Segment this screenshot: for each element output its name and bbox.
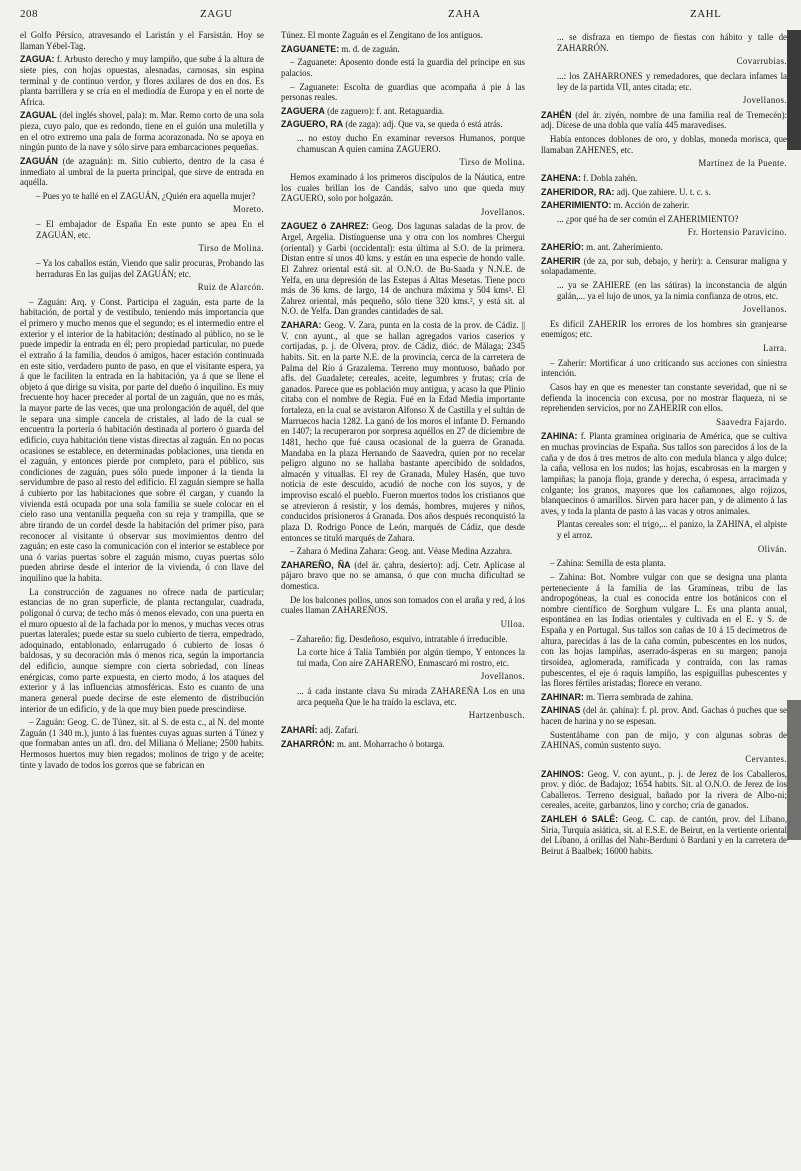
entry-definition: Geog. V. con ayunt., p. j. de Jerez de los Caballeros, prov. y dióc. de Badajoz; 1654 habits. Sit. al O.N.O. de Jerez de los Caballeros. Terreno desigual, bañado por la rivera de Albo-ni; cereales, aceite, garbanzos, lino y corcho; cría de ganados.: [541, 768, 787, 811]
dictionary-entry: [20, 54, 264, 107]
entry-headword: ZAHAREÑO, ÑA: [281, 559, 351, 570]
dictionary-entry: [541, 692, 787, 703]
entry-definition: (del ár. çahra, desierto): adj. Cetr. Aplícase al pájaro bravo que no se amansa, ó que con mucha dificultad se domestica.: [281, 559, 525, 591]
citation-author: Jovellanos.: [480, 671, 525, 682]
entry-paragraph: – Zahina: Bot. Nombre vulgar con que se designa una planta perteneciente á la familia de las Gramíneas, tribu de las andropogóneas, la cual es conocida entre los botánicos con el nombre científico de Sorghum vulgare L. Es una planta anual, espontánea en las Indias orientales y cultivada en el E. y S. de España y en Portugal. Sus tallos son cañas de 10 á 15 decímetros de altura, parecidas á las de la caña común, pubescentes en los nudos, con las hojas lampiñas, aserrado-ásperas en su margen; panoja tirsoidea, aglomerada, ramificada y contraída, con las ramas pubescentes, el eje ó raquis lampiño, las espiguillas pubescentes y las flores fértiles aristadas; florece en verano.: [541, 571, 787, 689]
citation-quote: – Pues yo te hallé en el ZAGUÁN, ¿Quién era aquella mujer?: [36, 190, 256, 201]
entry-headword: ZAHERÍO:: [541, 242, 584, 252]
entry-headword: ZAGUERA: [281, 105, 325, 116]
dictionary-entry: [541, 242, 787, 253]
entry-paragraph: – Zaherir: Mortificar á uno criticando sus acciones con siniestra intención.: [541, 357, 787, 379]
entry-definition: (de zaga): adj. Que va, se queda ó está atrás.: [345, 119, 503, 130]
entry-headword: ZAHENA:: [541, 172, 581, 183]
entry-paragraph: Hemos examinado á los primeros discípulos de la Náutica, entre los cuales brillan los de Candás, salvo uno que queda muy ZAGUERO, solo por holgazán.: [281, 171, 525, 204]
citation-author: Covarrubias.: [736, 56, 787, 67]
dictionary-entry: [281, 320, 525, 543]
running-head-center: ZAHA: [448, 8, 481, 20]
entry-definition: (de za, por sub, debajo, y herir): a. Censurar maligna y solapadamente.: [541, 255, 787, 277]
entry-definition: m. ant. Moharracho ó botarga.: [336, 738, 445, 749]
entry-paragraph: – Zahara ó Medina Zahara: Geog. ant. Véase Medina Azzahra.: [290, 546, 513, 557]
entry-paragraph: – Zaguanete: Escolta de guardias que acompaña á pie á las personas reales.: [281, 81, 525, 103]
citation-author: Oliván.: [757, 543, 787, 554]
entry-definition: m. Tierra sembrada de zahina.: [586, 691, 694, 702]
entry-definition: Geog. V. Zara, punta en la costa de la prov. de Cádiz. || V. con ayunt., al que se hallan agregados varios caseríos y cortijadas, p. j. de Olvera, prov. de Cádiz, dióc. de Málaga; 2345 habits. Sit. en la parte N.E. de la provincia, cerca de la carretera de Palma del Río á Grazalema. Terreno muy montuoso, bañado por afls. del Guadalete; cereales, aceite, legumbres y frutas; cría de ganados. Parece que es población muy antigua, y acaso la que Plinio citaba con el nombre de Regia. Fué en la Edad Media importante fortaleza, en la cual se avistaron Alfonso X de Castilla y el sultán de Marruecos hacia 1282. La ganó de los moros el infante D. Fernando en 1407; la recuperaron por sorpresa aquéllos en 27 de diciembre de 1481, hecho que fué causa ocasional de la guerra de Granada. Mandaba en la plaza Hernando de Saavedra, quien por no recelar peligro alguno no se hallaba bastante apercibido de soldados, almacén y vituallas. El rey de Granada, Muley Hasén, que tuvo noticia de este descuido, acudió de noche con los suyos, y de improviso escaló el pueblo. Fueron muertos todos los cristianos que se atrevieron á resistir, y los demás, hombres, mujeres y niños, conducidos prisioneros á Granada. Dos años después reconquistó la plaza D. Rodrigo Ponce de León, marqués de Cádiz, que desde entonces se tituló marqués de Zahara.: [281, 320, 525, 543]
entry-headword: ZAGUERO, RA: [281, 119, 344, 130]
column-1: [20, 30, 264, 1160]
citation-author: Hartzenbusch.: [468, 710, 525, 721]
entry-headword: ZAGUA:: [20, 54, 55, 65]
entry-paragraph: La construcción de zaguanes no ofrece nada de particular; estancias de no gran superficie, de planta rectangular, cuadrada, poligonal ó curva; de techo más ó menos elevado, con una puerta en el muro opuesto al de la fachada por lo menos, y muchas veces otras puertas laterales; puede estar su suelo cubierto de tierra, empedrado, adoquinado, entablonado, enlarrugado ó cubierto de losas ó baldosas, y su decoración más ó menos rica, según la importancia del edificio, aunque siempre con cierta sobriedad, con líneas enérgicas, como parte expuesta, en cierto modo, á los ataques del exterior y á las influencias atmosféricas. Esto es cuanto de una manera general puede decirse de este elemento de distribución interior de un edificio, y de la que muy bien puede prescindirse.: [20, 586, 264, 714]
dictionary-entry: [281, 739, 525, 750]
citation-author: Ruiz de Alarcón.: [197, 282, 264, 293]
entry-paragraph: De los balcones pollos, unos son tomados con el araña y red, á los cuales llaman ZAHAREÑOS.: [281, 594, 525, 616]
entry-headword: ZAHINOS:: [541, 768, 584, 779]
column-3: [541, 30, 787, 1160]
dictionary-entry: [541, 769, 787, 812]
page-number: 208: [20, 8, 38, 20]
citation-quote: Plantas cereales son: el trigo,... el panizo, la ZAHINA, el alpiste y el arroz.: [557, 519, 787, 540]
dictionary-entry: [541, 705, 787, 726]
dictionary-entry: [541, 814, 787, 857]
dictionary-entry: [541, 200, 787, 211]
entry-paragraph: – Zaguanete: Aposento donde está la guardia del príncipe en sus palacios.: [281, 57, 525, 78]
citation-author: Tirso de Molina.: [198, 243, 264, 254]
entry-paragraph: Había entonces doblones de oro, y doblas, moneda morisca, que llamaban ZAHENES, etc.: [541, 134, 787, 155]
entry-definition: adj. Zafarí.: [319, 724, 359, 735]
entry-paragraph: Túnez. El monte Zaguán es el Zengitano de los antiguos.: [281, 30, 483, 40]
citation-quote: ... no estoy ducho En examinar reversos Humanos, porque chamuscan A quien camina ZAGUERO.: [297, 133, 525, 154]
entry-headword: ZAHERIR: [541, 255, 581, 266]
entry-definition: adj. Que zahiere. U. t. c. s.: [616, 186, 711, 197]
entry-definition: f. Planta gramínea originaria de América, que se cultiva en muchas provincias de España. Sus tallos son parecidos á los de la caña y de dos á tres metros de alto con medula blanca y algo dulce; la caña, vellosa en los nudos; las hojas, escabrosas en la margen y lampiñas; la panoja floja, grande y derecha, ó espesa, arracimada y colgante; los granos, mayores que los cañamones, algo rojizos, blanquecinos ó amarillos. Sirven para hacer pan, y de alimento á las aves, y toda la planta de pasto á las vacas y otros animales.: [541, 431, 787, 516]
entry-definition: f. Arbusto derecho y muy lampiño, que sube á la altura de siete pies, con hojas opuestas, alesnadas, carnosas, sin espina terminal y de continuo verdor, y flores axilares de dos en dos. Es planta barrillera y se cría en el mediodía de Europa y en el norte de Africa.: [20, 54, 264, 107]
scan-edge-shadow: [787, 30, 801, 150]
dictionary-entry: [20, 156, 264, 188]
citation-quote: La corte hice á Talía También por algún tiempo, Y entonces la tuí mada, Con aire ZAHAREÑO, Enmascaró mi rostro, etc.: [297, 647, 525, 668]
page-header: [0, 0, 801, 26]
column-2: [281, 30, 525, 1160]
citation-quote: ...: los ZAHARRONES y remedadores, que declara infames la ley de la partida VII, antes citada; etc.: [557, 70, 787, 92]
entry-definition: (de azaguán): m. Sitio cubierto, dentro de la casa é inmediato al umbral de la puerta principal, que sirve de entrada en aquélla.: [20, 155, 264, 188]
entry-paragraph: – Zahina: Semilla de esta planta.: [550, 558, 666, 569]
entry-headword: ZAHLEH ó SALÉ:: [541, 814, 619, 824]
dictionary-entry: [281, 221, 525, 317]
citation-quote: ... ya se ZAHIERE (en las sátiras) la inconstancia de algún galán,... ya el lujo de unos, ya la nimia confianza de otros, etc.: [557, 279, 787, 301]
dictionary-entry: [281, 725, 525, 736]
entry-definition: (del inglés shovel, pala): m. Mar. Remo corto de una sola pieza, cuyo palo, que es redondo, tiene en el guión una muletilla y en el otro extremo una pala de forma acorazonada. No se apoya en ningún punto de la nave y sólo sirve para embarcaciones pequeñas.: [20, 110, 264, 153]
dictionary-entry: [541, 187, 787, 198]
entry-definition: f. Dobla zahén.: [583, 172, 638, 183]
entry-headword: ZAGUEZ ó ZAHREZ:: [281, 221, 369, 232]
dictionary-entry: [281, 106, 525, 117]
dictionary-entry: [541, 256, 787, 277]
entry-paragraph: – Zaguán: Arq. y Const. Participa el zaguán, esta parte de la habitación, de portal y de vestíbulo, teniendo más importancia que el primero y mucho menos que el segundo; es el intermedio entre el exterior y el interior de la habitación; destinado al público, no se le puede impedir la entrada en él; pero propiedad particular, no puede el extraño á la familia, deudos ó amigos, hacer estación continuada en este sitio, verdadero punto de paso, en que el visitante espera, ya á que le faciliten la entrada en la habitación, ya á que se llene el objeto á que dirige su visita, por parte del dueño ó inquilino. Es muy frecuente hoy hacer preceder al portal de un zaguán, que no es más, la mayor parte de las veces, que una prolongación de aquél, del que le separa una simple cancela de cristales, al lado de la cual se encuentra la portería ó habitación destinada al portero ó guarda del edificio, cuya habitación tiene vistas directas al zaguán. En no pocas ocasiones se establece, en determinadas poblaciones, una tienda en el zaguán, y entonces pierde por completo, para el público, sus condiciones de zaguán, pues sólo puede imponer á la tienda la servidumbre de paso al resto del edificio. El zaguán siempre se halla á cubierto por las habitaciones que sobre él cargan, y cuando la vivienda está ocupada por una sola familia se suele colocar en el cielo raso una ventanilla pequeña con su reja y trampilla, que se abre tirando de un cordel desde la habitación del primer piso, para reconocer al visitante ú observar sus movimientos dentro del zaguán; en este caso la comunicación con el interior se establece por una ó varias puertas sobre el zaguán mismo, cuyas puertas sólo pueden abrirse desde el interior de la vivienda, ó con llave del inquilino que la habita.: [20, 296, 264, 583]
entry-headword: ZAHINA:: [541, 431, 578, 442]
entry-paragraph: – Zaguán: Geog. C. de Túnez, sit. al S. de esta c., al N. del monte Zaguán (1 340 m.), junto á las fuentes cuyas aguas surten á Túnez y que formaban antes un afl. dro. del Miliana ó Meliane; 2500 habits. Hermosos huertos muy bien regados; molinos de trigo y de aceite; tinte y lavado de todos los gorros que se fabrican en: [20, 717, 264, 770]
entry-definition: Geog. C. cap. de cantón, prov. del Líbano, Siria, Turquía asiática, sit. al E.S.E. de Beirut, en la vertiente oriental del Líbano, á orillas del Nahr-Berduni ó Bardani y en la carretera de Beirut á Baalbek; 16000 habits.: [541, 814, 787, 856]
entry-definition: (del ár. ziyén, nombre de una familia real de Tremecén): adj. Dícese de una dobla que valía 445 maravedises.: [541, 109, 787, 131]
entry-headword: ZAHARRÓN:: [281, 738, 335, 749]
citation-author: Ulloa.: [500, 618, 525, 629]
citation-author: Larra.: [763, 343, 787, 353]
entry-headword: ZAHINAS: [541, 705, 581, 716]
citation-quote: ... se disfraza en tiempo de fiestas con hábito y talle de ZAHARRÓN.: [557, 32, 787, 53]
entry-headword: ZAHERIDOR, RA:: [541, 186, 615, 197]
entry-headword: ZAGUÁN: [20, 155, 58, 166]
entry-headword: ZAHINAR:: [541, 691, 584, 702]
entry-paragraph: – Zahareño: fig. Desdeñoso, esquivo, intratable ó irreducible.: [290, 633, 508, 644]
entry-headword: ZAHARA:: [281, 320, 322, 330]
entry-headword: ZAGUANETE:: [281, 43, 340, 54]
entry-headword: ZAHÉN: [541, 109, 572, 120]
citation-quote: – El embajador de España En este punto se apea En el ZAGUÁN, etc.: [36, 219, 264, 240]
citation-author: Fr. Hortensio Paravicino.: [687, 227, 787, 238]
entry-paragraph: Casos hay en que es menester tan constante severidad, que ni se defienda la inocencia con excusa, por no mostrar flaqueza, ni se reprehenden servicios, por no ZAHERIR con ellos.: [541, 381, 787, 414]
entry-headword: ZAHERIMIENTO:: [541, 200, 612, 211]
entry-headword: ZAHARÍ:: [281, 724, 318, 735]
running-head-left: ZAGU: [200, 8, 233, 20]
scan-edge-shadow: [787, 700, 801, 840]
dictionary-entry: [541, 431, 787, 516]
entry-paragraph: Sustentábame con pan de mijo, y con algunas sobras de ZAHINAS, común sustento suyo.: [541, 729, 787, 751]
entry-definition: m. d. de zaguán.: [341, 43, 400, 54]
dictionary-entry: [281, 119, 525, 130]
entry-definition: (del ár. çahína): f. pl. prov. And. Gachas ó puches que se hacen de harina y no se espesan.: [541, 705, 787, 726]
dictionary-entry: [20, 110, 264, 153]
citation-quote: ... á cada instante clava Su mirada ZAHAREÑA Los en una arca pequeña Que le ha traído la esclava, etc.: [297, 686, 525, 707]
citation-author: Jovellanos.: [480, 206, 525, 217]
citation-author: Cervantes.: [745, 753, 787, 764]
citation-quote: ... ¿por qué ha de ser común el ZAHERIMIENTO?: [557, 213, 739, 224]
dictionary-entry: [281, 560, 525, 592]
entry-definition: m. Acción de zaherir.: [613, 200, 690, 211]
citation-author: Jovellanos.: [742, 304, 787, 315]
citation-author: Saavedra Fajardo.: [716, 416, 787, 427]
entry-definition: Geog. Dos lagunas saladas de la prov. de Argel, Argelia. Distínguense una y otra con los nombres Chergui (oriental) y Garbi (occidental): esta última al S.O. de la primera. Distan entre sí unos 40 kms. y están en una especie de hondo valle. El Zahrez oriental está sit. al O.N.O. de Bu-Saada y N.N.E. de Yelfa, en una depresión de las Estepas á Altas Mesetas. Tiene poco más de 36 kms. de largo, 14 de anchura máxima y 504 kms². El Zahrez oriental, más pequeño, sólo tiene 320 kms.², y está sit. al N.O. de Yelfa. Dan grandes cantidades de sal.: [281, 221, 525, 317]
entry-paragraph: el Golfo Pérsico, atravesando el Laristán y el Farsistán. Hoy se llaman Yébel-Tag.: [20, 30, 264, 51]
entry-paragraph: Es difícil ZAHERIR los errores de los hombres sin granjearse enemigos; etc.: [541, 318, 787, 340]
dictionary-entry: [281, 44, 525, 55]
citation-author: Tirso de Molina.: [459, 157, 525, 168]
entry-definition: (de zaguero): f. ant. Retaguardia.: [327, 105, 445, 116]
citation-author: Moreto.: [232, 204, 264, 215]
citation-author: Martínez de la Puente.: [698, 158, 787, 169]
entry-headword: ZAGUAL: [20, 110, 57, 121]
running-head-right: ZAHL: [690, 8, 722, 20]
dictionary-entry: [541, 173, 787, 184]
citation-author: Jovellanos.: [742, 95, 787, 106]
citation-quote: – Ya los caballos están, Viendo que salir procuras, Probando las herraduras En las guijas del ZAGUÁN; etc.: [36, 257, 264, 279]
entry-definition: m. ant. Zaherimiento.: [586, 242, 663, 252]
dictionary-entry: [541, 110, 787, 131]
